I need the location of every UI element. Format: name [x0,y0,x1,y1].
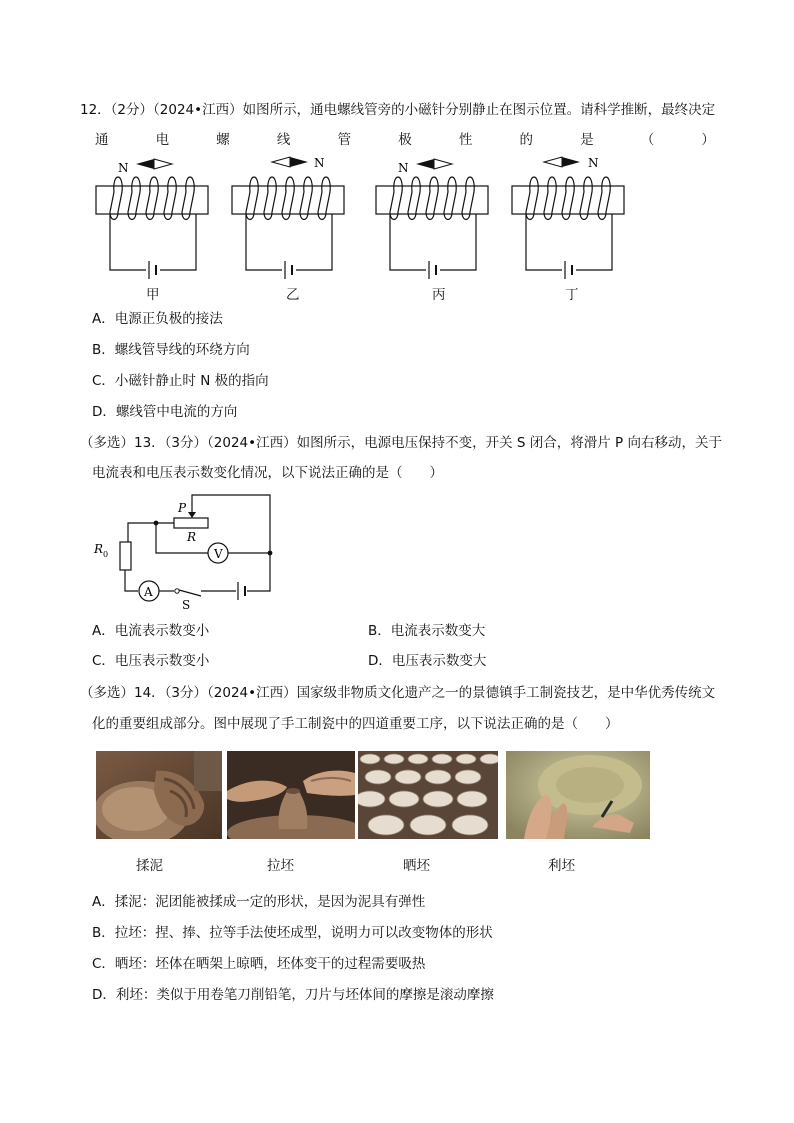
q14-caption-trimming: 利坯 [548,858,575,874]
q13-stem-line2: 电流表和电压表示数变化情况，以下说法正确的是（ ） [92,465,443,481]
svg-text:A: A [144,585,153,599]
svg-text:V: V [214,547,223,561]
svg-text:S: S [182,598,191,612]
q13-circuit-figure [90,490,290,615]
q12-stem-char: （ [640,132,655,148]
switch-contact [175,589,179,593]
photo-kneading-clay [96,751,222,839]
q12-option-d[interactable]: D．螺线管中电流的方向 [92,404,238,420]
svg-text:R: R [94,542,104,556]
q12-stem-char: 电 [155,132,170,148]
solenoid-jia [96,159,208,279]
q13-stem-line1: （多选）13．（3分）（2024•江西）如图所示，电源电压保持不变，开关 S 闭合，将滑片 P 向右移动，关于 [80,435,722,451]
svg-text:P: P [178,501,187,515]
q12-caption-yi: 乙 [286,287,300,303]
resistor-r0 [120,542,131,570]
svg-text:R: R [187,530,197,544]
q12-option-b[interactable]: B．螺线管导线的环绕方向 [92,342,250,358]
q14-caption-drying: 晒坯 [403,858,430,874]
q12-stem-char: 管 [337,132,352,148]
north-label: N [314,156,325,170]
q14-option-d[interactable]: D．利坯：类似于用卷笔刀削铅笔，刀片与坯体间的摩擦是滚动摩擦 [92,987,494,1003]
q12-stem-char: 性 [458,132,473,148]
q14-stem-line1: （多选）14．（3分）（2024•江西）国家级非物质文化遗产之一的景德镇手工制瓷技艺，是中华优秀传统文 [80,685,716,701]
q12-caption-bing: 丙 [432,287,446,303]
q14-option-a[interactable]: A．揉泥：泥团能被揉成一定的形状，是因为泥具有弹性 [92,894,426,910]
svg-text:0: 0 [103,550,109,559]
q12-stem-char: 螺 [216,132,230,148]
q14-option-c[interactable]: C．晒坯：坯体在晒架上晾晒，坯体变干的过程需要吸热 [92,956,426,972]
q14-caption-kneading: 揉泥 [136,858,163,874]
photo-throwing-wheel [227,751,355,839]
q12-stem-char: 极 [398,132,412,148]
q12-stem-char: 的 [519,132,533,148]
north-label: N [118,161,129,175]
north-label: N [398,161,409,175]
q13-option-d[interactable]: D．电压表示数变大 [368,653,487,669]
q13-option-a[interactable]: A．电流表示数变小 [92,623,210,639]
rheostat-r [174,518,208,528]
q13-option-b[interactable]: B．电流表示数变大 [368,623,486,639]
q14-stem-line2: 化的重要组成部分。图中展现了手工制瓷中的四道重要工序，以下说法正确的是（ ） [92,716,619,732]
q12-caption-ding: 丁 [565,287,579,303]
q12-stem-line2 [95,131,715,149]
photo-drying-bowls [358,751,498,839]
solenoid-ding [512,156,624,279]
q14-caption-throwing: 拉坯 [267,858,294,874]
q12-stem-char: ） [701,132,715,148]
q13-option-c[interactable]: C．电压表示数变小 [92,653,210,669]
q12-stem-char: 线 [276,132,291,148]
q12-option-c[interactable]: C．小磁针静止时 N 极的指向 [92,373,269,389]
q12-stem-char: 是 [580,132,594,148]
north-label: N [588,156,599,170]
q12-option-a[interactable]: A．电源正负极的接法 [92,311,223,327]
q12-stem-line1: 12．（2分）（2024•江西）如图所示，通电螺线管旁的小磁针分别静止在图示位置。请科学推断，最终决定 [80,102,716,118]
q12-solenoid-figure [90,152,650,302]
switch-s [179,590,201,596]
q12-caption-jia: 甲 [146,287,160,303]
q14-option-b[interactable]: B．拉坯：捏、捧、拉等手法使坯成型，说明力可以改变物体的形状 [92,925,493,941]
solenoid-bing [376,159,488,279]
photo-trimming [506,751,650,839]
q12-stem-char: 通 [95,132,109,148]
solenoid-yi [232,156,344,279]
